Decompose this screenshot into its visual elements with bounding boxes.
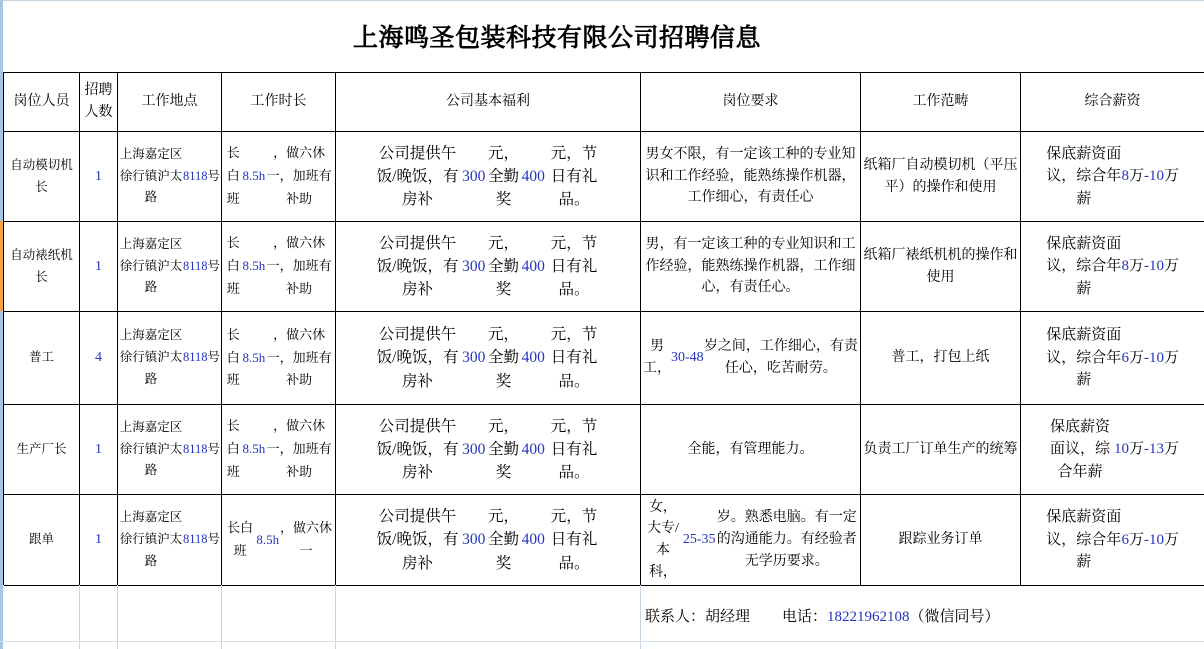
cell-hours: 长白班 8.5h ，做六休一，加班有补助 — [222, 132, 336, 222]
header-hours: 工作时长 — [222, 73, 336, 132]
contact-phone: 电话：18221962108（微信同号） — [782, 608, 1000, 625]
header-salary: 综合薪资 — [1021, 73, 1204, 132]
cell-salary: 保底薪资面议，综合年薪 8 万 - 10 万 — [1021, 132, 1204, 222]
contact-row — [645, 585, 1000, 645]
cell-headcount: 1 — [80, 405, 118, 495]
header-requirements: 岗位要求 — [641, 73, 861, 132]
cell-headcount: 4 — [80, 312, 118, 405]
cell-benefits: 公司提供午饭/晚饭，有房补 300 元，全勤奖 400 元，节日有礼品。 — [336, 222, 641, 312]
header-position: 岗位人员 — [4, 73, 80, 132]
header-headcount: 招聘人数 — [80, 73, 118, 132]
cell-scope: 普工，打包上纸 — [861, 312, 1021, 405]
cell-requirements: 女，大专/本科， 25 - 35 岁。熟悉电脑。有一定的沟通能力。有经验者无学历要求。 — [641, 495, 861, 586]
cell-benefits: 公司提供午饭/晚饭，有房补 300 元，全勤奖 400 元，节日有礼品。 — [336, 405, 641, 495]
cell-position: 自动模切机长 — [4, 132, 80, 222]
cell-location: 上海嘉定区徐行镇沪太路 8118 号 — [118, 495, 222, 586]
cell-salary: 保底薪资面议，综合年薪 6 万 - 10 万 — [1021, 495, 1204, 586]
gridline — [335, 585, 336, 649]
gridline — [640, 585, 641, 649]
cell-position: 普工 — [4, 312, 80, 405]
gridline — [221, 585, 222, 649]
cell-hours: 长白班 8.5h ，做六休一，加班有补助 — [222, 405, 336, 495]
page-title: 上海鸣圣包装科技有限公司招聘信息 — [352, 25, 761, 52]
cell-position: 自动裱纸机长 — [4, 222, 80, 312]
gridline — [117, 585, 118, 649]
cell-location: 上海嘉定区徐行镇沪太路 8118 号 — [118, 222, 222, 312]
cell-requirements: 男女不限，有一定该工种的专业知识和工作经验，能熟练操作机器，工作细心，有责任心 — [641, 132, 861, 222]
cell-requirements: 男，有一定该工种的专业知识和工作经验，能熟练操作机器，工作细心，有责任心。 — [641, 222, 861, 312]
cell-position: 跟单 — [4, 495, 80, 586]
cell-position: 生产厂长 — [4, 405, 80, 495]
cell-location: 上海嘉定区徐行镇沪太路 8118 号 — [118, 405, 222, 495]
cell-salary: 保底薪资面议，综合年薪 6 万 - 10 万 — [1021, 312, 1204, 405]
cell-headcount: 1 — [80, 132, 118, 222]
cell-hours: 长白班 8.5h ，做六休一，加班有补助 — [222, 312, 336, 405]
cell-requirements: 男工， 30 - 48 岁之间，工作细心，有责任心，吃苦耐劳。 — [641, 312, 861, 405]
header-scope: 工作范畴 — [861, 73, 1021, 132]
gridline — [79, 585, 80, 649]
recruitment-table — [3, 72, 1204, 585]
cell-hours: 长白班 8.5h ，做六休一 — [222, 495, 336, 586]
cell-headcount: 1 — [80, 495, 118, 586]
cell-benefits: 公司提供午饭/晚饭，有房补 300 元，全勤奖 400 元，节日有礼品。 — [336, 132, 641, 222]
cell-requirements: 全能，有管理能力。 — [641, 405, 861, 495]
contact-person: 联系人：胡经理 — [645, 608, 751, 625]
cell-scope: 纸箱厂自动模切机（平压平）的操作和使用 — [861, 132, 1021, 222]
below-table-gridlines — [0, 585, 1204, 649]
gridline — [0, 641, 1204, 642]
cell-scope: 跟踪业务订单 — [861, 495, 1021, 586]
cell-headcount: 1 — [80, 222, 118, 312]
header-benefits: 公司基本福利 — [336, 73, 641, 132]
cell-hours: 长白班 8.5h ，做六休一，加班有补助 — [222, 222, 336, 312]
cell-location: 上海嘉定区徐行镇沪太路 8118 号 — [118, 132, 222, 222]
cell-location: 上海嘉定区徐行镇沪太路 8118 号 — [118, 312, 222, 405]
cell-scope: 负责工厂订单生产的统筹 — [861, 405, 1021, 495]
cell-salary: 保底薪资面议，综合年薪 8 万 - 10 万 — [1021, 222, 1204, 312]
cell-benefits: 公司提供午饭/晚饭，有房补 300 元，全勤奖 400 元，节日有礼品。 — [336, 312, 641, 405]
cell-scope: 纸箱厂裱纸机机的操作和使用 — [861, 222, 1021, 312]
header-location: 工作地点 — [118, 73, 222, 132]
cell-salary: 保底薪资面议，综合年薪 10 万 - 13 万 — [1021, 405, 1204, 495]
cell-benefits: 公司提供午饭/晚饭，有房补 300 元，全勤奖 400 元，节日有礼品。 — [336, 495, 641, 586]
